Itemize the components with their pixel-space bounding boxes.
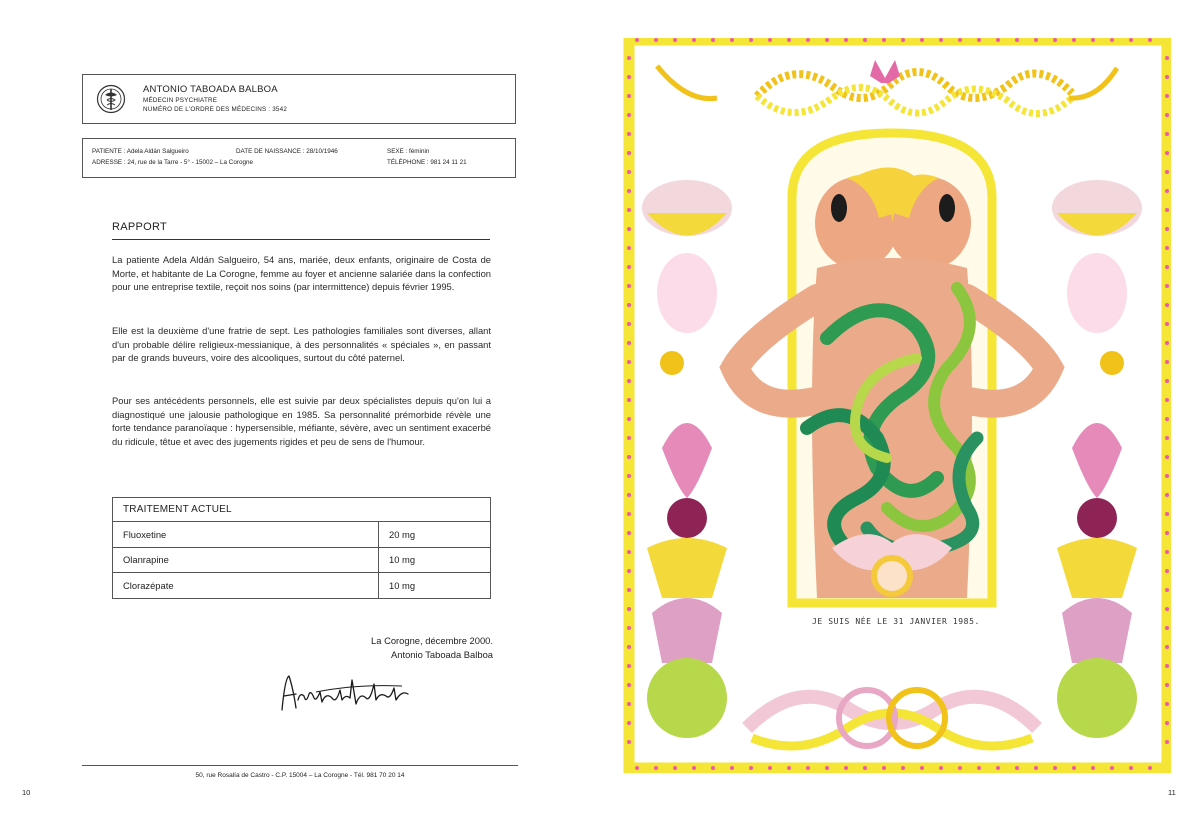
drug-dose: 20 mg: [379, 522, 491, 548]
medical-caduceus-logo: [96, 84, 126, 114]
doctor-title: MÉDECIN PSYCHIATRE: [143, 97, 218, 104]
footer-rule: [82, 765, 518, 766]
handwritten-signature: [276, 670, 416, 716]
signatory-name: Antonio Taboada Balboa: [391, 648, 493, 660]
table-row: [113, 547, 491, 573]
patient-info-box: [82, 138, 516, 178]
patient-birth-date: DATE DE NAISSANCE : 28/10/1946: [236, 148, 338, 155]
footer-address: 50, rue Rosalía de Castro - C.P. 15004 – La Corogne - Tél. 981 70 20 14: [195, 772, 405, 779]
patient-name: PATIENTE : Adela Aldán Salgueiro: [92, 148, 189, 155]
report-paragraph: Pour ses antécédents personnels, elle est suivie par deux spécialistes depuis qu'on lui a diagnostiqué une jalousie pathologique en 1985. Sa personnalité prémorbide révèle une forte tendance paranoïaque : hypersensible, méfiante, sévère, avec un sentiment exacerbé du ridicule, têtue et avec des jugements rigides et peu de sens de l'humour.: [112, 395, 491, 447]
patient-address: ADRESSE : 24, rue de la Tarre - 5° - 15002 – La Corogne: [92, 159, 253, 166]
closing-block: [371, 634, 493, 661]
patient-sex: SEXE : féminin: [387, 148, 430, 155]
page-number-left: 10: [22, 788, 31, 797]
place-date: La Corogne, décembre 2000.: [371, 635, 493, 646]
table-row: [113, 573, 491, 599]
table-row: [113, 522, 491, 548]
treatment-table: [112, 497, 491, 599]
drug-name: Fluoxetine: [113, 522, 379, 548]
drug-name: Clorazépate: [113, 573, 379, 599]
drug-dose: 10 mg: [379, 547, 491, 573]
page-number-right: 11: [1168, 788, 1176, 797]
doctor-name: ANTONIO TABOADA BALBOA: [143, 84, 278, 95]
patient-phone: TÉLÉPHONE : 981 24 11 21: [387, 159, 467, 166]
report-paragraph: Elle est la deuxième d'une fratrie de sept. Les pathologies familiales sont diverses, allant d'un probable délire religieux-messianique, à des personnalités « spéciales », en passant par de grands buveurs, voire des alcooliques, surtout du côté paternel.: [112, 325, 491, 364]
report-title-rule: [112, 239, 490, 240]
report-paragraph: La patiente Adela Aldán Salgueiro, 54 ans, mariée, deux enfants, originaire de Costa de Morte, et habitante de La Corogne, femme au foyer et ancienne salariée dans la confection pour une entreprise textile, reçoit nos soins (par intermittence) depuis février 1995.: [112, 254, 491, 293]
treatment-table-title: TRAITEMENT ACTUEL: [113, 498, 491, 522]
drug-dose: 10 mg: [379, 573, 491, 599]
illustration-twins-serpents: [617, 38, 1171, 773]
illustration-caption: JE SUIS NÉE LE 31 JANVIER 1985.: [812, 617, 980, 626]
drug-name: Olanrapine: [113, 547, 379, 573]
report-title: RAPPORT: [112, 221, 168, 233]
doctor-license: NUMÉRO DE L'ORDRE DES MÉDECINS : 3542: [143, 106, 288, 113]
